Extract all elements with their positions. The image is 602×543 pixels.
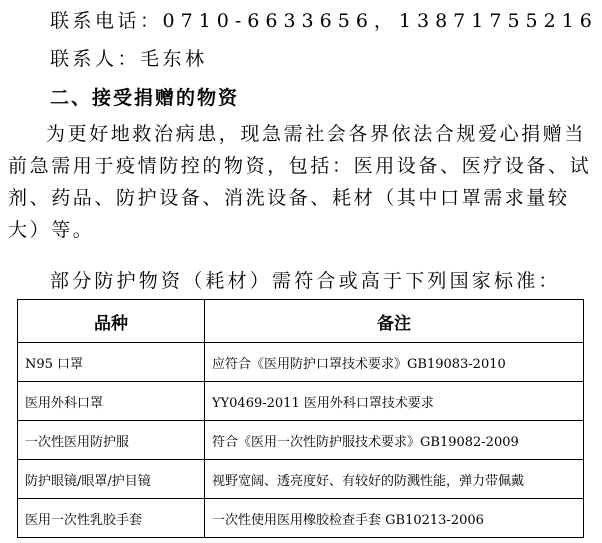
item-cell: 防护眼镜/眼罩/护目镜 [18, 460, 205, 499]
table-row [18, 382, 584, 421]
note-cell: 一次性使用医用橡胶检查手套 GB10213-2006 [205, 499, 584, 538]
standards-table [17, 299, 584, 538]
item-cell: 医用一次性乳胶手套 [18, 499, 205, 538]
table-row [18, 460, 584, 499]
table-row [18, 421, 584, 460]
table-header-row [18, 300, 584, 343]
note-cell: 符合《医用一次性防护服技术要求》GB19082-2009 [205, 421, 584, 460]
contact-phone-label: 联系电话： [50, 10, 163, 32]
section-heading: 二、接受捐赠的物资 [50, 87, 240, 109]
column-header-item: 品种 [18, 300, 205, 343]
note-cell: 视野宽阔、透亮度好、有较好的防溅性能，弹力带佩戴 [205, 460, 584, 499]
standard-note: 部分防护物资（耗材）需符合或高于下列国家标准： [50, 270, 561, 292]
contact-phone-line [50, 6, 598, 36]
contact-person-value: 毛东林 [140, 48, 208, 70]
contact-phone-value: 0710-6633656，13871755216 [162, 10, 598, 32]
item-cell: 医用外科口罩 [18, 382, 205, 421]
contact-person-label: 联系人： [50, 48, 141, 70]
table-row [18, 499, 584, 538]
section-paragraph: 为更好地救治病患，现急需社会各界依法合规爱心捐赠当前急需用于疫情防控的物资，包括：医用设备、医疗设备、试剂、药品、防护设备、消洗设备、耗材（其中口罩需求量较大）等。 [8, 123, 592, 241]
table-row [18, 343, 584, 382]
contact-person-line [50, 44, 208, 74]
note-cell: 应符合《医用防护口罩技术要求》GB19083-2010 [205, 343, 584, 382]
item-cell: 一次性医用防护服 [18, 421, 205, 460]
column-header-note: 备注 [205, 300, 584, 343]
note-cell: YY0469-2011 医用外科口罩技术要求 [205, 382, 584, 421]
item-cell: N95 口罩 [18, 343, 205, 382]
